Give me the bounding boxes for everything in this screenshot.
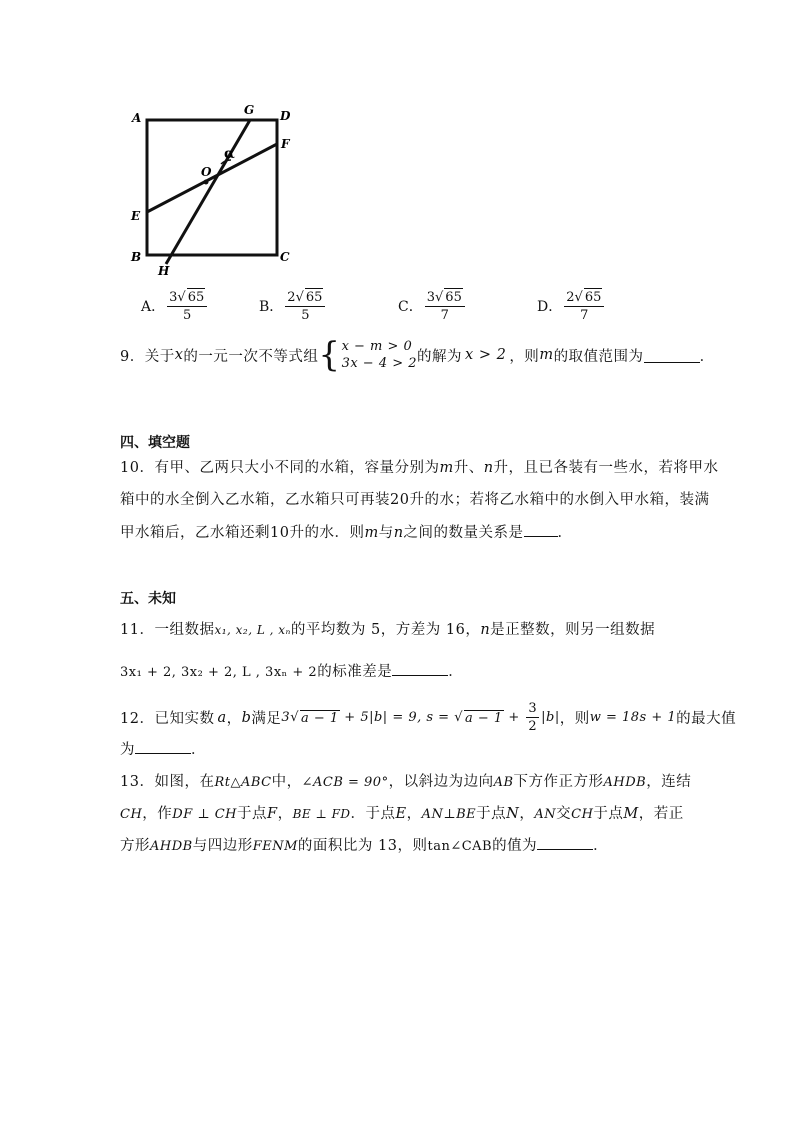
answer-blank[interactable] (524, 522, 558, 537)
question-12-line-2: 为 ． (120, 738, 206, 759)
option-d[interactable]: D． $\frac{2√ 65}{7}$ (537, 288, 606, 324)
answer-blank[interactable] (135, 739, 191, 754)
question-13-line-2: CH，作DF ⊥ CH于点F，BE ⊥ FD．于点E，AN⊥BE于点N，AN交CH于点M，若正 (120, 806, 684, 822)
question-13-line-1: 13．如图，在Rt△ABC中，∠ACB = 90°，以斜边为边向AB下方作正方形AHDB，连结 (120, 774, 692, 790)
answer-blank[interactable] (392, 661, 448, 676)
label-c: C (280, 250, 290, 264)
answer-blank[interactable] (537, 835, 593, 850)
section-heading-4: 四、填空题 (120, 435, 190, 451)
question-10-line-2: 箱中的水全倒入乙水箱，乙水箱只可再装20升的水；若将乙水箱中的水倒入甲水箱，装满 (120, 492, 710, 508)
label-f: F (281, 137, 290, 151)
question-12-line-1: 12．已知实数 a ， b 满足 3 √ a − 1 + 5|b| = 9, s = √ a − 1 + $\frac{3}{2}$ |b| ，则 w = 18s + 1 的最大值 (120, 701, 737, 734)
segment-gh (166, 120, 250, 264)
option-b[interactable]: B． $\frac{2√ 65}{5}$ (259, 288, 327, 324)
option-c[interactable]: C． $\frac{3√ 65}{7}$ (398, 288, 467, 324)
option-a[interactable]: A． $\frac{3√ 65}{5}$ (141, 288, 209, 324)
question-10-line-3: 甲水箱后，乙水箱还剩10升的水．则m与n之间的数量关系是 ． (120, 521, 573, 542)
label-alpha: α (224, 146, 235, 162)
segment-ef (147, 144, 277, 212)
answer-blank[interactable] (644, 348, 700, 363)
label-h: H (158, 264, 170, 278)
section-heading-5: 五、未知 (120, 591, 176, 607)
point-o (204, 180, 209, 185)
label-o: O (201, 165, 212, 179)
label-a: A (132, 111, 142, 125)
label-b: B (131, 250, 142, 264)
geometry-figure (118, 100, 308, 280)
question-10-line-1: 10．有甲、乙两只大小不同的水箱，容量分别为m升、n升，且已各装有一些水，若将甲水 (120, 460, 719, 476)
inequality-system: { x − m > 0 3x − 4 > 2 (318, 335, 418, 375)
question-13-line-3: 方形AHDB与四边形FENM的面积比为 13，则tan∠CAB的值为 ． (120, 834, 608, 855)
label-d: D (280, 109, 291, 123)
label-e: E (131, 209, 141, 223)
question-11-line-2: 3x₁ + 2, 3x₂ + 2, L , 3xₙ + 2的标准差是 ． (120, 660, 463, 681)
equation-12: 3 √ a − 1 + 5|b| = 9, s = √ a − 1 + $\frac{3}{2}$ |b| (281, 701, 560, 734)
question-11-line-1: 11．一组数据x₁, x₂, L , xₙ的平均数为 5，方差为 16，n是正整数，则另一组数据 (120, 622, 656, 638)
question-9: 9．关于 x 的一元一次不等式组 { x − m > 0 3x − 4 > 2 的解为 x > 2 ，则 m 的取值范围为 ． (120, 335, 715, 375)
label-g: G (244, 103, 255, 117)
